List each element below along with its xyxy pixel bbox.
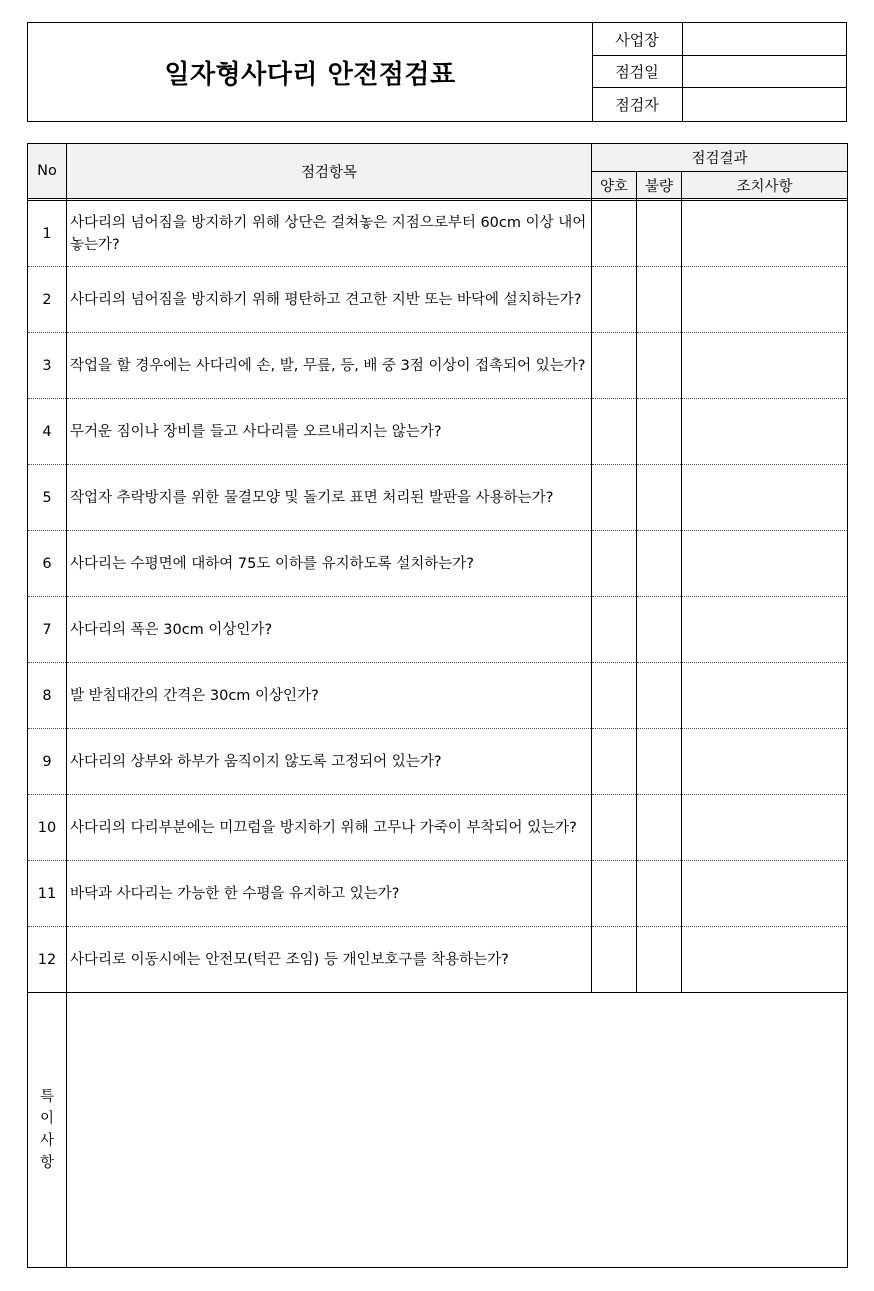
good-checkbox-cell[interactable] bbox=[592, 399, 637, 465]
table-row bbox=[28, 795, 848, 861]
action-note-cell[interactable] bbox=[682, 201, 848, 267]
notes-field[interactable] bbox=[67, 993, 848, 1268]
action-note-cell[interactable] bbox=[682, 531, 848, 597]
column-header-item: 점검항목 bbox=[67, 144, 592, 199]
bad-checkbox-cell[interactable] bbox=[637, 267, 682, 333]
row-number: 8 bbox=[28, 663, 67, 729]
column-header-bad: 불량 bbox=[637, 172, 682, 199]
bad-checkbox-cell[interactable] bbox=[637, 333, 682, 399]
good-checkbox-cell[interactable] bbox=[592, 927, 637, 993]
check-item-text: 발 받침대간의 간격은 30cm 이상인가? bbox=[67, 663, 592, 729]
column-header-action: 조치사항 bbox=[682, 172, 848, 199]
document-header bbox=[27, 22, 847, 122]
good-checkbox-cell[interactable] bbox=[592, 201, 637, 267]
check-item-text: 사다리는 수평면에 대하여 75도 이하를 유지하도록 설치하는가? bbox=[67, 531, 592, 597]
bad-checkbox-cell[interactable] bbox=[637, 399, 682, 465]
check-item-text: 무거운 짐이나 장비를 들고 사다리를 오르내리지는 않는가? bbox=[67, 399, 592, 465]
table-row bbox=[28, 399, 848, 465]
notes-row bbox=[28, 993, 848, 1268]
table-row bbox=[28, 663, 848, 729]
check-item-text: 사다리의 폭은 30cm 이상인가? bbox=[67, 597, 592, 663]
inspection-date-row bbox=[592, 56, 846, 88]
inspection-table bbox=[27, 143, 848, 1268]
row-number: 4 bbox=[28, 399, 67, 465]
bad-checkbox-cell[interactable] bbox=[637, 201, 682, 267]
inspection-date-field[interactable] bbox=[682, 56, 846, 87]
row-number: 12 bbox=[28, 927, 67, 993]
table-row bbox=[28, 927, 848, 993]
good-checkbox-cell[interactable] bbox=[592, 663, 637, 729]
table-row bbox=[28, 267, 848, 333]
workplace-field[interactable] bbox=[682, 23, 846, 55]
bad-checkbox-cell[interactable] bbox=[637, 795, 682, 861]
table-row bbox=[28, 201, 848, 267]
check-item-text: 사다리의 상부와 하부가 움직이지 않도록 고정되어 있는가? bbox=[67, 729, 592, 795]
inspector-row bbox=[592, 88, 846, 121]
table-row bbox=[28, 531, 848, 597]
action-note-cell[interactable] bbox=[682, 729, 848, 795]
check-item-text: 작업을 할 경우에는 사다리에 손, 발, 무릎, 등, 배 중 3점 이상이 접촉되어 있는가? bbox=[67, 333, 592, 399]
good-checkbox-cell[interactable] bbox=[592, 795, 637, 861]
row-number: 7 bbox=[28, 597, 67, 663]
notes-label: 특 이 사 항 bbox=[28, 993, 67, 1268]
row-number: 6 bbox=[28, 531, 67, 597]
action-note-cell[interactable] bbox=[682, 597, 848, 663]
row-number: 1 bbox=[28, 201, 67, 267]
action-note-cell[interactable] bbox=[682, 465, 848, 531]
check-item-text: 사다리로 이동시에는 안전모(턱끈 조임) 등 개인보호구를 착용하는가? bbox=[67, 927, 592, 993]
bad-checkbox-cell[interactable] bbox=[637, 861, 682, 927]
inspector-label: 점검자 bbox=[592, 88, 683, 121]
action-note-cell[interactable] bbox=[682, 795, 848, 861]
good-checkbox-cell[interactable] bbox=[592, 465, 637, 531]
check-item-text: 작업자 추락방지를 위한 물결모양 및 돌기로 표면 처리된 발판을 사용하는가? bbox=[67, 465, 592, 531]
action-note-cell[interactable] bbox=[682, 267, 848, 333]
row-number: 2 bbox=[28, 267, 67, 333]
good-checkbox-cell[interactable] bbox=[592, 267, 637, 333]
check-item-text: 사다리의 다리부분에는 미끄럼을 방지하기 위해 고무나 가죽이 부착되어 있는가? bbox=[67, 795, 592, 861]
bad-checkbox-cell[interactable] bbox=[637, 729, 682, 795]
inspection-date-label: 점검일 bbox=[592, 56, 683, 87]
row-number: 3 bbox=[28, 333, 67, 399]
good-checkbox-cell[interactable] bbox=[592, 861, 637, 927]
action-note-cell[interactable] bbox=[682, 333, 848, 399]
table-row bbox=[28, 729, 848, 795]
table-row bbox=[28, 333, 848, 399]
good-checkbox-cell[interactable] bbox=[592, 729, 637, 795]
inspector-field[interactable] bbox=[682, 88, 846, 121]
good-checkbox-cell[interactable] bbox=[592, 333, 637, 399]
action-note-cell[interactable] bbox=[682, 399, 848, 465]
workplace-label: 사업장 bbox=[592, 23, 683, 55]
column-header-result: 점검결과 bbox=[592, 144, 848, 172]
check-item-text: 사다리의 넘어짐을 방지하기 위해 상단은 걸쳐놓은 지점으로부터 60cm 이상 내어 놓는가? bbox=[67, 201, 592, 267]
action-note-cell[interactable] bbox=[682, 927, 848, 993]
row-number: 11 bbox=[28, 861, 67, 927]
column-header-good: 양호 bbox=[592, 172, 637, 199]
good-checkbox-cell[interactable] bbox=[592, 597, 637, 663]
bad-checkbox-cell[interactable] bbox=[637, 531, 682, 597]
document-title: 일자형사다리 안전점검표 bbox=[28, 23, 593, 121]
column-header-no: No bbox=[28, 144, 67, 199]
workplace-row bbox=[592, 23, 846, 56]
check-item-text: 바닥과 사다리는 가능한 한 수평을 유지하고 있는가? bbox=[67, 861, 592, 927]
row-number: 5 bbox=[28, 465, 67, 531]
bad-checkbox-cell[interactable] bbox=[637, 927, 682, 993]
table-row bbox=[28, 465, 848, 531]
action-note-cell[interactable] bbox=[682, 861, 848, 927]
check-item-text: 사다리의 넘어짐을 방지하기 위해 평탄하고 견고한 지반 또는 바닥에 설치하는가? bbox=[67, 267, 592, 333]
table-row bbox=[28, 597, 848, 663]
bad-checkbox-cell[interactable] bbox=[637, 597, 682, 663]
header-info-block bbox=[592, 23, 846, 121]
row-number: 10 bbox=[28, 795, 67, 861]
action-note-cell[interactable] bbox=[682, 663, 848, 729]
row-number: 9 bbox=[28, 729, 67, 795]
good-checkbox-cell[interactable] bbox=[592, 531, 637, 597]
table-row bbox=[28, 861, 848, 927]
bad-checkbox-cell[interactable] bbox=[637, 465, 682, 531]
bad-checkbox-cell[interactable] bbox=[637, 663, 682, 729]
